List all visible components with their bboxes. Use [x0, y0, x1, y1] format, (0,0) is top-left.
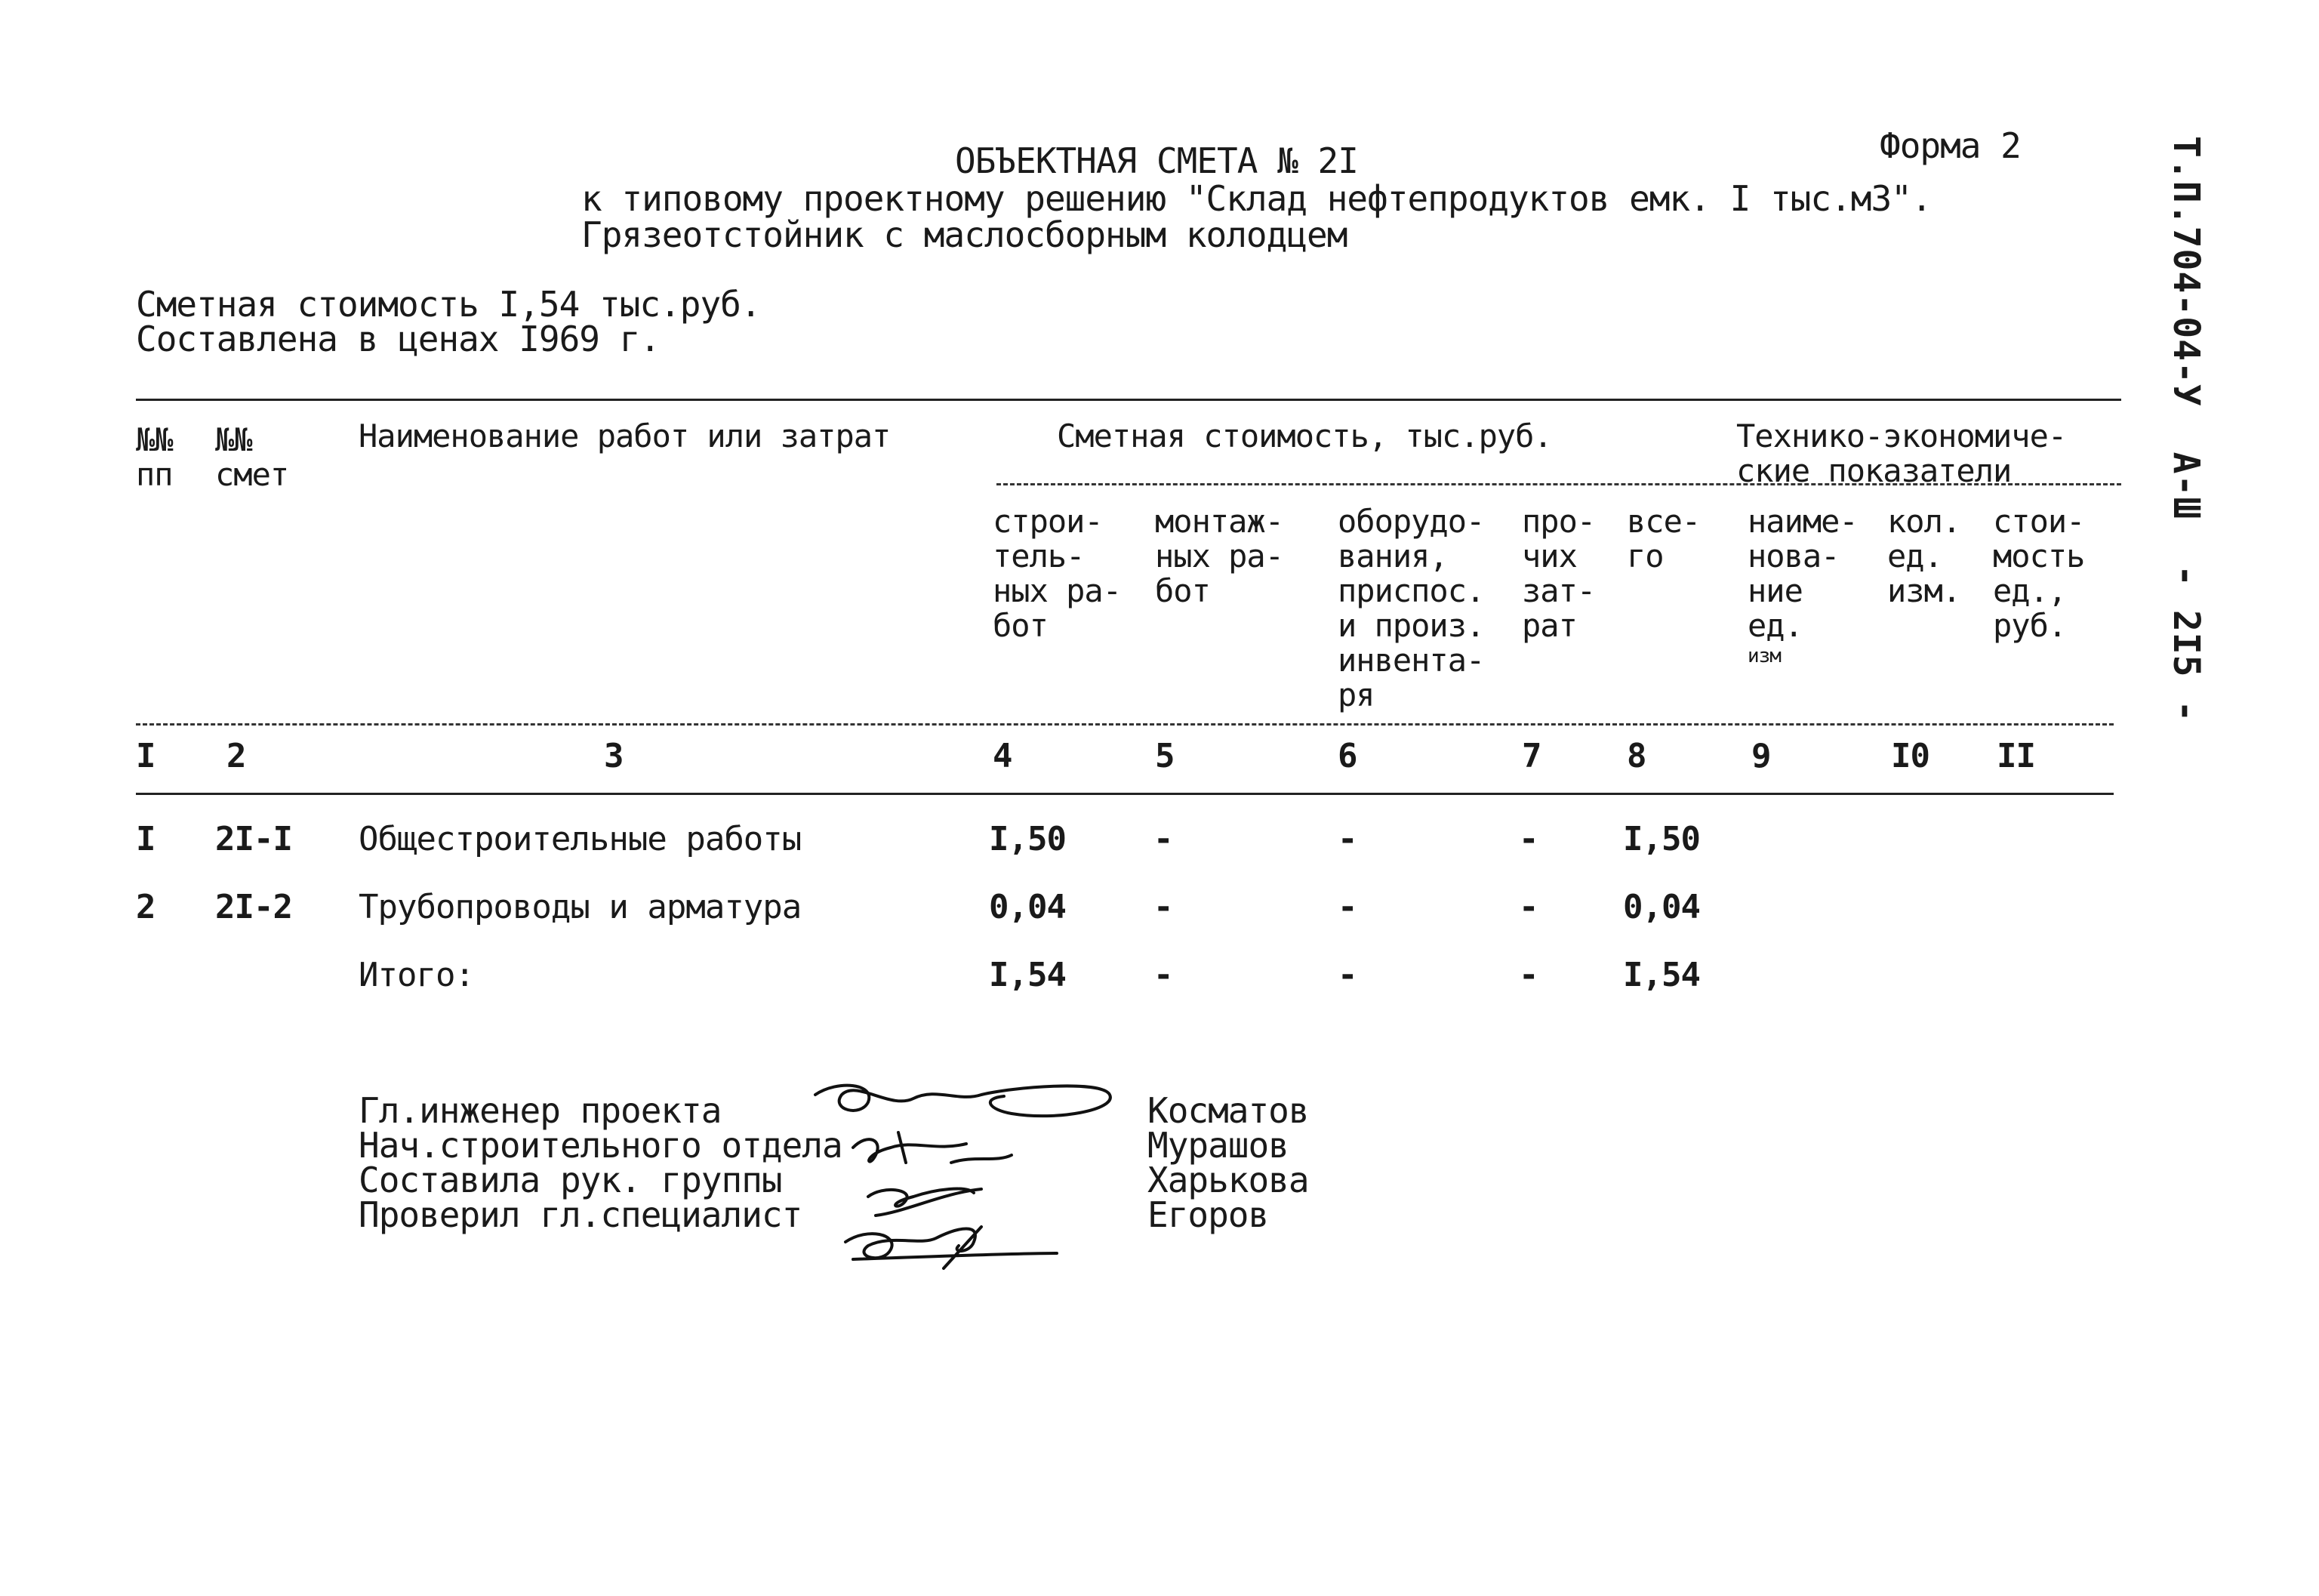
row-total: I,50	[1623, 820, 1700, 858]
signature-name: Егоров	[1147, 1194, 1269, 1235]
row-name: Трубопроводы и арматура	[359, 888, 802, 926]
document-title: ОБЪЕКТНАЯ СМЕТА № 2I	[955, 140, 1358, 181]
estimated-cost: Сметная стоимость I,54 тыс.руб.	[136, 284, 761, 325]
subtitle-line-1: к типовому проектному решению "Склад нефтепродуктов емк. I тыс.м3".	[581, 178, 1932, 219]
col-number: 7	[1522, 737, 1541, 775]
total-label: Итого:	[359, 956, 474, 994]
row-installation: -	[1153, 888, 1173, 926]
total-all: I,54	[1623, 956, 1700, 994]
col-header-installation: монтаж- ных ра- бот	[1155, 503, 1284, 609]
col-header-smeta: №№ смет	[215, 421, 289, 493]
col-header-unit-cost: стои- мость ед., руб.	[1993, 503, 2085, 644]
total-equipment: -	[1338, 956, 1357, 994]
total-other: -	[1519, 956, 1538, 994]
row-equipment: -	[1338, 888, 1357, 926]
col-header-construction: строи- тель- ных ра- бот	[993, 503, 1122, 644]
subtitle-line-2: Грязеотстойник с маслосборным колодцем	[581, 214, 1347, 255]
signature-stroke-2	[853, 1132, 1012, 1163]
column-numbers-rule	[136, 793, 2114, 795]
prices-year: Составлена в ценах I969 г.	[136, 319, 661, 359]
row-other: -	[1519, 820, 1538, 858]
col-group-estimated-cost: Сметная стоимость, тыс.руб.	[1057, 417, 1552, 454]
signature-stroke-4	[845, 1227, 1057, 1268]
col-number: 8	[1627, 737, 1646, 775]
col-number: 5	[1155, 737, 1175, 775]
signature-stroke-3	[868, 1189, 981, 1215]
row-construction: 0,04	[989, 888, 1066, 926]
signature-name: Мурашов	[1147, 1125, 1289, 1166]
row-number: 2	[136, 888, 156, 926]
row-name: Общестроительные работы	[359, 820, 802, 858]
row-other: -	[1519, 888, 1538, 926]
col-number: II	[1997, 737, 2035, 775]
row-number: I	[136, 820, 156, 858]
col-number: 2	[226, 737, 246, 775]
signature-name: Косматов	[1147, 1090, 1309, 1131]
row-smeta: 2I-2	[215, 888, 292, 926]
total-installation: -	[1153, 956, 1173, 994]
col-header-unit-name: наиме- нова- ние ед.	[1748, 503, 1858, 644]
handwritten-signatures	[785, 1065, 1125, 1283]
col-number: 6	[1338, 737, 1357, 775]
row-installation: -	[1153, 820, 1173, 858]
col-header-number: №№ пп	[136, 421, 173, 493]
col-number: I0	[1891, 737, 1929, 775]
col-header-total: все- го	[1627, 503, 1701, 575]
row-construction: I,50	[989, 820, 1066, 858]
row-equipment: -	[1338, 820, 1357, 858]
row-total: 0,04	[1623, 888, 1700, 926]
signature-role: Нач.строительного отдела	[359, 1125, 842, 1166]
signature-role: Проверил гл.специалист	[359, 1194, 802, 1235]
col-header-name: Наименование работ или затрат	[359, 417, 891, 454]
row-smeta: 2I-I	[215, 820, 292, 858]
side-document-code: Т.П.704-04-У А-Ш - 2I5 -	[2165, 136, 2207, 723]
total-construction: I,54	[989, 956, 1066, 994]
col-number: I	[136, 737, 156, 775]
signature-name: Харькова	[1147, 1160, 1309, 1200]
col-group-tech-economic: Технико-экономиче- ские показатели	[1736, 417, 2067, 489]
col-header-equipment: оборудо- вания, приспос. и произ. инвента- ря	[1338, 503, 1485, 713]
signature-role: Гл.инженер проекта	[359, 1090, 722, 1131]
col-number: 4	[993, 737, 1012, 775]
form-label: Форма 2	[1880, 125, 2021, 166]
col-header-unit-name-small: изм	[1748, 645, 1781, 667]
signature-role: Составила рук. группы	[359, 1160, 782, 1200]
col-number: 3	[604, 737, 624, 775]
col-header-other: про- чих зат- рат	[1522, 503, 1596, 644]
table-top-rule	[136, 399, 2121, 401]
header-bottom-rule	[136, 723, 2114, 726]
col-number: 9	[1751, 737, 1771, 775]
signature-stroke-1	[815, 1086, 1110, 1117]
col-header-unit-qty: кол. ед. изм.	[1887, 503, 1961, 609]
